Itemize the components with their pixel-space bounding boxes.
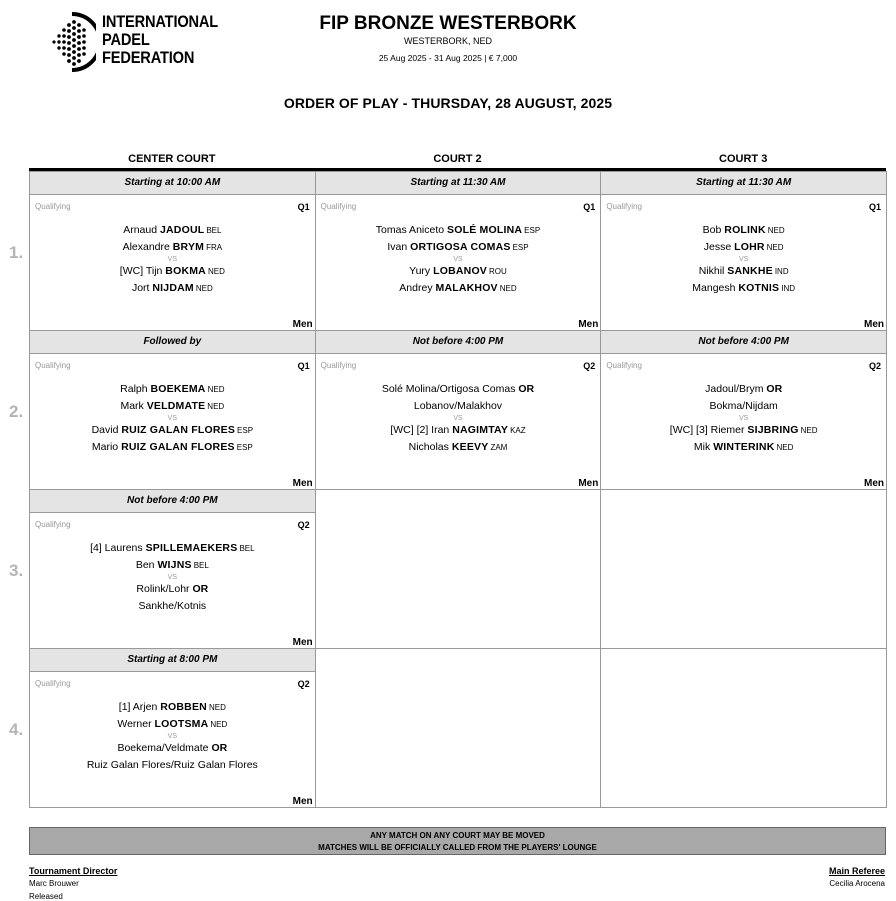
empty-cell [315, 648, 602, 808]
player-surname: SIJBRING [747, 424, 799, 436]
players-block [316, 381, 601, 456]
player-first-name: Werner [117, 718, 152, 730]
player-line [30, 598, 315, 615]
player-country: ESP [237, 426, 254, 435]
match-body [30, 354, 315, 490]
row-number: 1. [9, 243, 24, 262]
player-first-name: Jort [131, 282, 150, 294]
players-block [601, 381, 886, 456]
player-line [30, 381, 315, 398]
player-surname: KOTNIS [738, 282, 780, 294]
player-line [316, 381, 601, 398]
gender-label: Men [863, 478, 884, 489]
player-country: IND [774, 267, 789, 276]
gender-label: Men [578, 319, 599, 330]
player-surname: JADOUL [159, 224, 205, 236]
row-number: 4. [9, 720, 24, 739]
player-first-name: [4] Laurens [90, 542, 143, 554]
match-cell [600, 330, 887, 490]
player-line [30, 439, 315, 456]
match-cell [29, 330, 316, 490]
notice-line: MATCHES WILL BE OFFICIALLY CALLED FROM THE PLAYERS' LOUNGE [318, 843, 597, 852]
player-first-name: Sankhe/Kotnis [138, 600, 207, 612]
players-block [30, 222, 315, 297]
qualifying-label: Qualifying [320, 361, 357, 370]
release-note: Released [29, 892, 63, 901]
vs-label: VS [738, 256, 749, 263]
match-body [30, 672, 315, 808]
player-first-name: Ruiz Galan Flores/Ruiz Galan Flores [86, 759, 258, 771]
player-surname: WINTERINK [713, 441, 775, 453]
court-header-3: COURT 3 [719, 153, 768, 165]
player-line [601, 439, 886, 456]
player-line [30, 581, 315, 598]
player-first-name: [WC] Tijn [119, 265, 163, 277]
match-body [316, 195, 601, 331]
match-start-time: Not before 4:00 PM [601, 331, 886, 354]
players-block [316, 222, 601, 297]
player-first-name: Mangesh [692, 282, 736, 294]
match-cell [600, 171, 887, 331]
player-first-name: Nikhil [698, 265, 725, 277]
schedule-grid [29, 150, 886, 807]
player-first-name: Lobanov/Malakhov [413, 400, 503, 412]
round-label: Q1 [868, 202, 881, 212]
player-country: NED [499, 284, 517, 293]
player-surname: LOOTSMA [154, 718, 209, 730]
logo-line: INTERNATIONAL [102, 12, 219, 31]
player-first-name: David [91, 424, 119, 436]
player-first-name: Bob [702, 224, 722, 236]
player-first-name: Andrey [399, 282, 433, 294]
player-surname: BOEKEMA [150, 383, 206, 395]
player-first-name: Rolink/Lohr [136, 583, 190, 595]
player-surname: RUIZ GALAN FLORES [121, 424, 236, 436]
row-number: 3. [9, 561, 24, 580]
match-cell [315, 171, 602, 331]
player-line [30, 239, 315, 256]
player-surname: SOLÉ MOLINA [447, 224, 523, 236]
round-label: Q1 [583, 202, 596, 212]
vs-label: VS [738, 415, 749, 422]
match-start-time: Starting at 11:30 AM [316, 172, 601, 195]
player-country: ZAM [490, 443, 508, 452]
player-country: BEL [206, 226, 222, 235]
player-country: NED [208, 703, 226, 712]
player-surname: ROLINK [724, 224, 766, 236]
player-first-name: Ben [135, 559, 155, 571]
player-first-name: Boekema/Veldmate [117, 742, 209, 754]
notice-line: ANY MATCH ON ANY COURT MAY BE MOVED [370, 831, 545, 840]
player-country: BEL [193, 561, 209, 570]
qualifying-label: Qualifying [35, 202, 71, 211]
player-surname: BRYM [172, 241, 205, 253]
match-start-time: Starting at 10:00 AM [30, 172, 315, 195]
match-start-time: Followed by [30, 331, 315, 354]
tournament-director-name: Marc Brouwer [29, 879, 79, 888]
qualifying-label: Qualifying [35, 361, 71, 370]
round-label: Q2 [868, 361, 881, 371]
player-surname: NIJDAM [152, 282, 194, 294]
player-first-name: Jesse [703, 241, 732, 253]
player-country: IND [781, 284, 796, 293]
player-line [30, 263, 315, 280]
gender-label: Men [292, 319, 313, 330]
player-first-name: Tomas Aniceto [375, 224, 445, 236]
player-country: NED [766, 243, 784, 252]
gender-label: Men [292, 796, 313, 807]
row-number: 2. [9, 402, 24, 421]
player-surname: MALAKHOV [435, 282, 498, 294]
player-line [316, 422, 601, 439]
player-line [316, 222, 601, 239]
player-first-name: [1] Arjen [118, 701, 158, 713]
player-line [30, 740, 315, 757]
players-block [30, 699, 315, 774]
player-country: NED [210, 720, 228, 729]
player-first-name: Mark [120, 400, 144, 412]
player-surname: WIJNS [157, 559, 192, 571]
notice-banner [29, 827, 886, 855]
vs-label: VS [453, 415, 463, 422]
player-line [601, 263, 886, 280]
player-line [601, 280, 886, 297]
match-start-time: Starting at 11:30 AM [601, 172, 886, 195]
player-surname: SANKHE [727, 265, 773, 277]
player-line [316, 398, 601, 415]
empty-cell [600, 489, 887, 649]
player-country: ESP [524, 226, 541, 235]
player-line [316, 263, 601, 280]
player-line [30, 716, 315, 733]
qualifying-label: Qualifying [320, 202, 357, 211]
player-line [601, 398, 886, 415]
court-header-center: CENTER COURT [128, 153, 216, 165]
vs-label: VS [167, 574, 177, 581]
match-cell [29, 489, 316, 649]
match-start-time: Not before 4:00 PM [316, 331, 601, 354]
match-start-time: Starting at 8:00 PM [30, 649, 315, 672]
player-country: NED [767, 226, 785, 235]
players-block [30, 381, 315, 456]
court-header-2: COURT 2 [433, 153, 482, 165]
player-country: NED [776, 443, 794, 452]
main-referee-name: Cecilia Arocena [829, 879, 885, 888]
order-of-play-title: ORDER OF PLAY - THURSDAY, 28 AUGUST, 2025 [283, 95, 613, 111]
player-country: ROU [489, 267, 507, 276]
tournament-title: FIP BRONZE WESTERBORK [319, 13, 577, 34]
players-block [601, 222, 886, 297]
player-line [30, 280, 315, 297]
player-surname: VELDMATE [146, 400, 206, 412]
qualifying-label: Qualifying [35, 679, 71, 688]
player-country: ESP [512, 243, 529, 252]
tournament-dates: 25 Aug 2025 - 31 Aug 2025 | € 7,000 [378, 53, 518, 63]
player-country: ESP [236, 443, 253, 452]
player-country: NED [207, 267, 225, 276]
tournament-location: WESTERBORK, NED [403, 36, 492, 46]
gender-label: Men [863, 319, 884, 330]
player-line [316, 239, 601, 256]
qualifying-label: Qualifying [606, 361, 642, 370]
qualifying-label: Qualifying [35, 520, 71, 529]
vs-label: VS [453, 256, 463, 263]
player-line [316, 439, 601, 456]
player-first-name: Ivan [387, 241, 408, 253]
match-cell [29, 648, 316, 808]
player-line [30, 757, 315, 774]
or-label: OR [766, 383, 783, 395]
player-surname: ROBBEN [160, 701, 207, 713]
match-body [316, 354, 601, 490]
player-surname: LOHR [734, 241, 765, 253]
player-surname: RUIZ GALAN FLORES [121, 441, 235, 453]
vs-label: VS [167, 415, 177, 422]
player-line [30, 540, 315, 557]
player-country: NED [207, 402, 225, 411]
empty-cell [315, 489, 602, 649]
match-cell [315, 330, 602, 490]
vs-label: VS [167, 256, 177, 263]
round-label: Q1 [297, 361, 310, 371]
player-surname: KEEVY [451, 441, 489, 453]
player-first-name: Bokma/Nijdam [709, 400, 778, 412]
player-first-name: Nicholas [408, 441, 449, 453]
player-surname: BOKMA [165, 265, 206, 277]
logo-line: PADEL [102, 30, 150, 49]
match-body [30, 513, 315, 649]
player-first-name: [WC] [3] Riemer [669, 424, 745, 436]
player-line [601, 381, 886, 398]
player-country: NED [800, 426, 818, 435]
player-first-name: Ralph [120, 383, 148, 395]
player-surname: ORTIGOSA COMAS [410, 241, 511, 253]
player-line [601, 239, 886, 256]
player-country: FRA [206, 243, 223, 252]
player-line [30, 222, 315, 239]
match-start-time: Not before 4:00 PM [30, 490, 315, 513]
round-label: Q2 [297, 679, 310, 689]
round-label: Q2 [297, 520, 310, 530]
player-first-name: Mario [91, 441, 119, 453]
vs-label: VS [167, 733, 177, 740]
player-line [30, 557, 315, 574]
player-first-name: Solé Molina/Ortigosa Comas [381, 383, 516, 395]
empty-cell [600, 648, 887, 808]
player-first-name: Jadoul/Brym [705, 383, 764, 395]
match-body [601, 354, 886, 490]
player-first-name: Arnaud [123, 224, 158, 236]
player-surname: NAGIMTAY [452, 424, 509, 436]
gender-label: Men [578, 478, 599, 489]
logo-line: FEDERATION [102, 48, 195, 67]
qualifying-label: Qualifying [606, 202, 642, 211]
round-label: Q1 [297, 202, 310, 212]
player-line [601, 222, 886, 239]
or-label: OR [518, 383, 535, 395]
player-first-name: Alexandre [122, 241, 170, 253]
player-first-name: Yury [409, 265, 431, 277]
player-country: KAZ [510, 426, 526, 435]
player-surname: SPILLEMAEKERS [145, 542, 238, 554]
player-surname: LOBANOV [433, 265, 488, 277]
player-line [30, 422, 315, 439]
player-line [30, 699, 315, 716]
player-first-name: [WC] [2] Iran [390, 424, 450, 436]
match-body [601, 195, 886, 331]
match-cell [29, 171, 316, 331]
main-referee-label: Main Referee [828, 866, 885, 876]
match-body [30, 195, 315, 331]
gender-label: Men [292, 637, 313, 648]
round-label: Q2 [583, 361, 596, 371]
tournament-director-label: Tournament Director [29, 866, 118, 876]
player-country: NED [207, 385, 225, 394]
player-country: BEL [239, 544, 255, 553]
player-country: NED [195, 284, 213, 293]
player-line [316, 280, 601, 297]
player-line [601, 422, 886, 439]
court-headers [29, 150, 886, 171]
or-label: OR [211, 742, 228, 754]
gender-label: Men [292, 478, 313, 489]
players-block [30, 540, 315, 615]
or-label: OR [192, 583, 209, 595]
player-first-name: Mik [693, 441, 711, 453]
player-line [30, 398, 315, 415]
